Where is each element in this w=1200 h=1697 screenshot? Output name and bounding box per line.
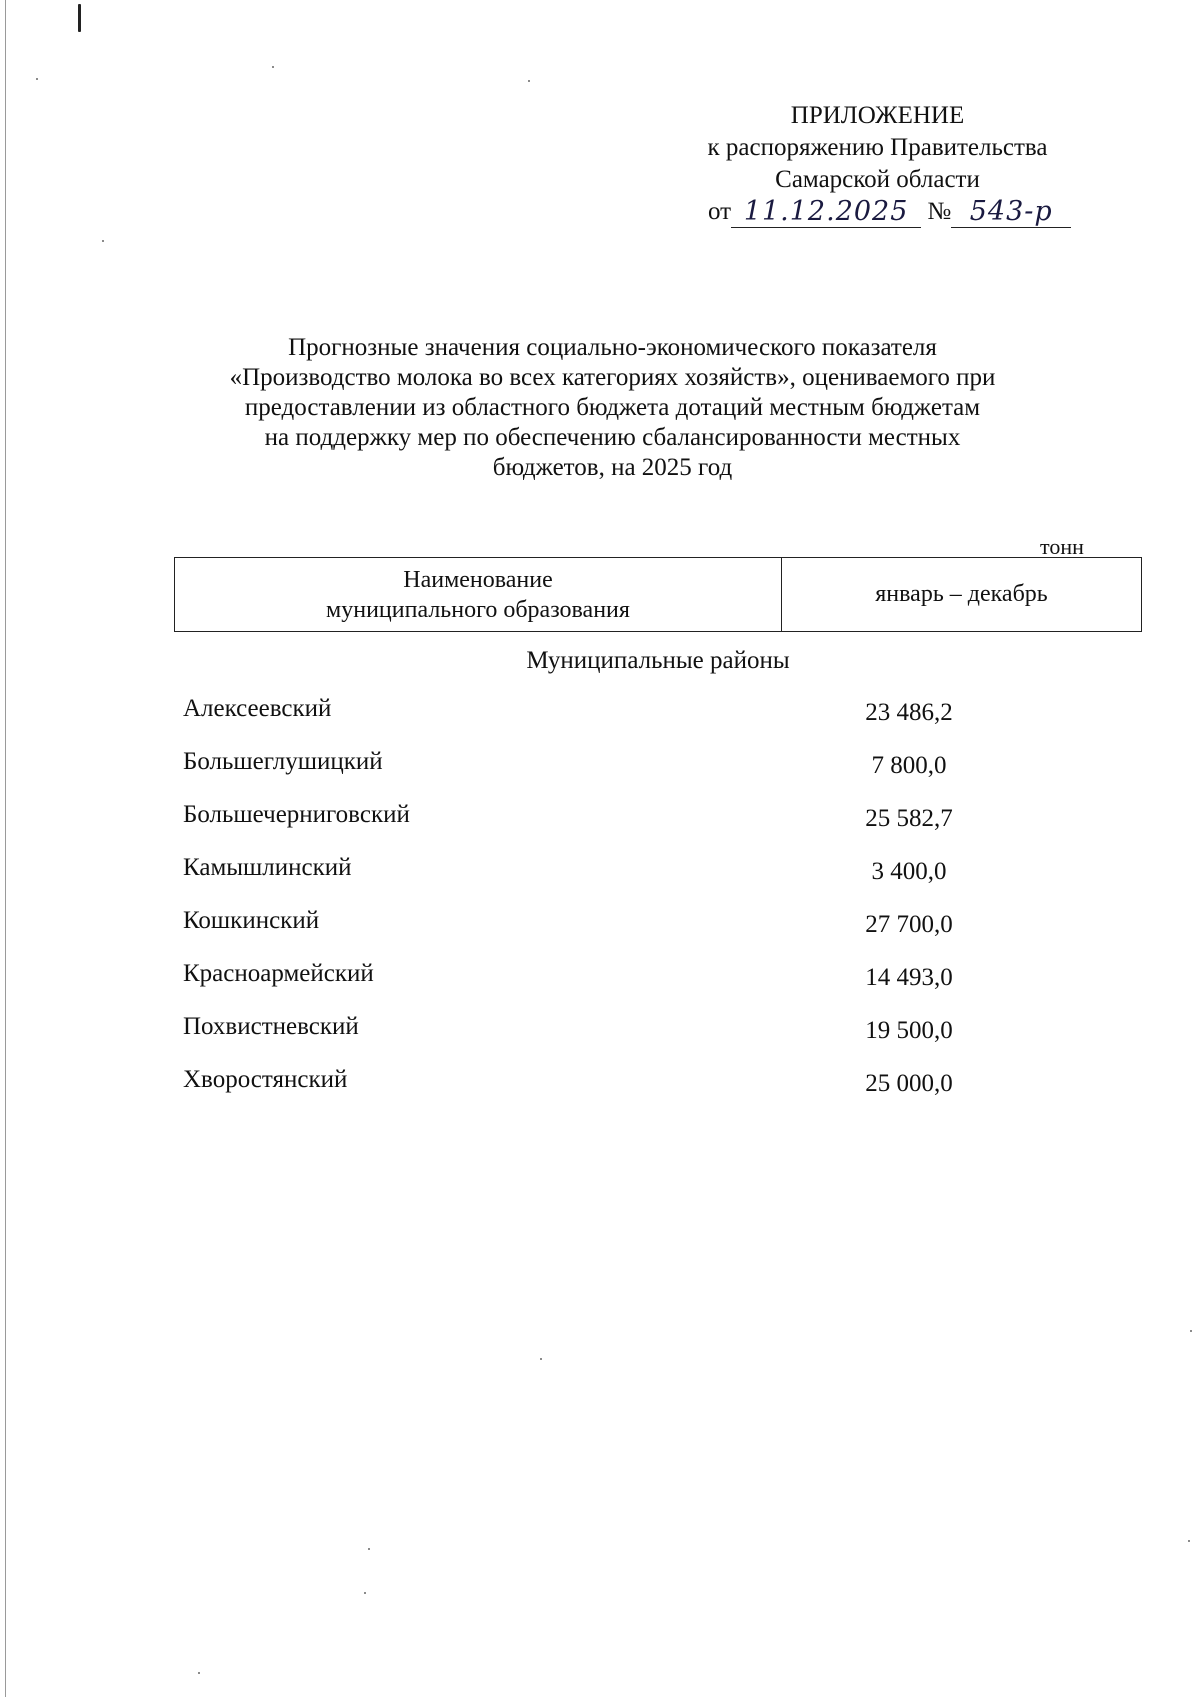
handwritten-date: 11.12.2025: [731, 197, 921, 228]
appendix-heading: ПРИЛОЖЕНИЕ: [790, 102, 965, 129]
approval-line-2: Самарской области: [775, 166, 980, 193]
header-col-period: январь – декабрь: [875, 581, 1048, 607]
table-row: [183, 1012, 1043, 1065]
scan-speck: [540, 1358, 542, 1360]
row-name: Похвистневский: [183, 1013, 359, 1040]
handwritten-number: 543-р: [951, 197, 1071, 228]
header-col-name-line-2: муниципального образования: [326, 596, 630, 623]
title-line-5: бюджетов, на 2025 год: [492, 454, 733, 481]
table-row: [183, 800, 1043, 853]
table-body: [183, 694, 1043, 1118]
row-name: Большеглушицкий: [183, 748, 383, 775]
approval-block: [640, 100, 1115, 232]
row-name: Камышлинский: [183, 854, 352, 881]
table-header: [174, 557, 1142, 632]
title-line-4: на поддержку мер по обеспечению сбалансированности местных: [264, 424, 961, 451]
title-line-1: Прогнозные значения социально-экономического показателя: [288, 334, 937, 361]
from-label: от: [708, 198, 732, 225]
header-col-name-line-1: Наименование: [403, 566, 553, 593]
title-line-2: «Производство молока во всех категориях хозяйств», оцениваемого при: [229, 364, 996, 391]
table-row: [183, 906, 1043, 959]
table-row: [183, 959, 1043, 1012]
scan-speck: [1190, 1330, 1192, 1332]
document-title: [160, 333, 1065, 483]
row-name: Красноармейский: [183, 960, 374, 987]
date-number-line: [640, 196, 1115, 232]
scan-speck: [272, 66, 274, 68]
row-value: 14 493,0: [865, 964, 953, 991]
row-value: 7 800,0: [871, 752, 947, 779]
row-value: 25 582,7: [865, 805, 953, 832]
section-heading: Муниципальные районы: [526, 647, 790, 674]
scan-speck: [364, 1592, 366, 1594]
table-row: [183, 747, 1043, 800]
unit-label: тонн: [1040, 534, 1084, 559]
row-value: 27 700,0: [865, 911, 953, 938]
row-value: 3 400,0: [871, 858, 947, 885]
row-name: Алексеевский: [183, 695, 332, 722]
table-row: [183, 1065, 1043, 1118]
table-row: [183, 853, 1043, 906]
scan-corner-mark: [78, 4, 81, 32]
row-name: Большечерниговский: [183, 801, 410, 828]
number-label: №: [927, 198, 952, 225]
row-value: 19 500,0: [865, 1017, 953, 1044]
table-row: [183, 694, 1043, 747]
scan-speck: [102, 240, 104, 242]
scan-edge-line: [5, 0, 6, 1697]
row-value: 25 000,0: [865, 1070, 953, 1097]
scan-speck: [528, 80, 530, 82]
row-name: Хворостянский: [183, 1066, 348, 1093]
scan-speck: [198, 1672, 200, 1674]
row-name: Кошкинский: [183, 907, 320, 934]
approval-line-1: к распоряжению Правительства: [707, 134, 1048, 161]
scan-speck: [1188, 1540, 1190, 1542]
title-line-3: предоставлении из областного бюджета дотаций местным бюджетам: [244, 394, 981, 421]
row-value: 23 486,2: [865, 699, 953, 726]
header-col-name: [175, 558, 782, 631]
scan-speck: [368, 1548, 370, 1550]
scan-speck: [36, 78, 38, 80]
